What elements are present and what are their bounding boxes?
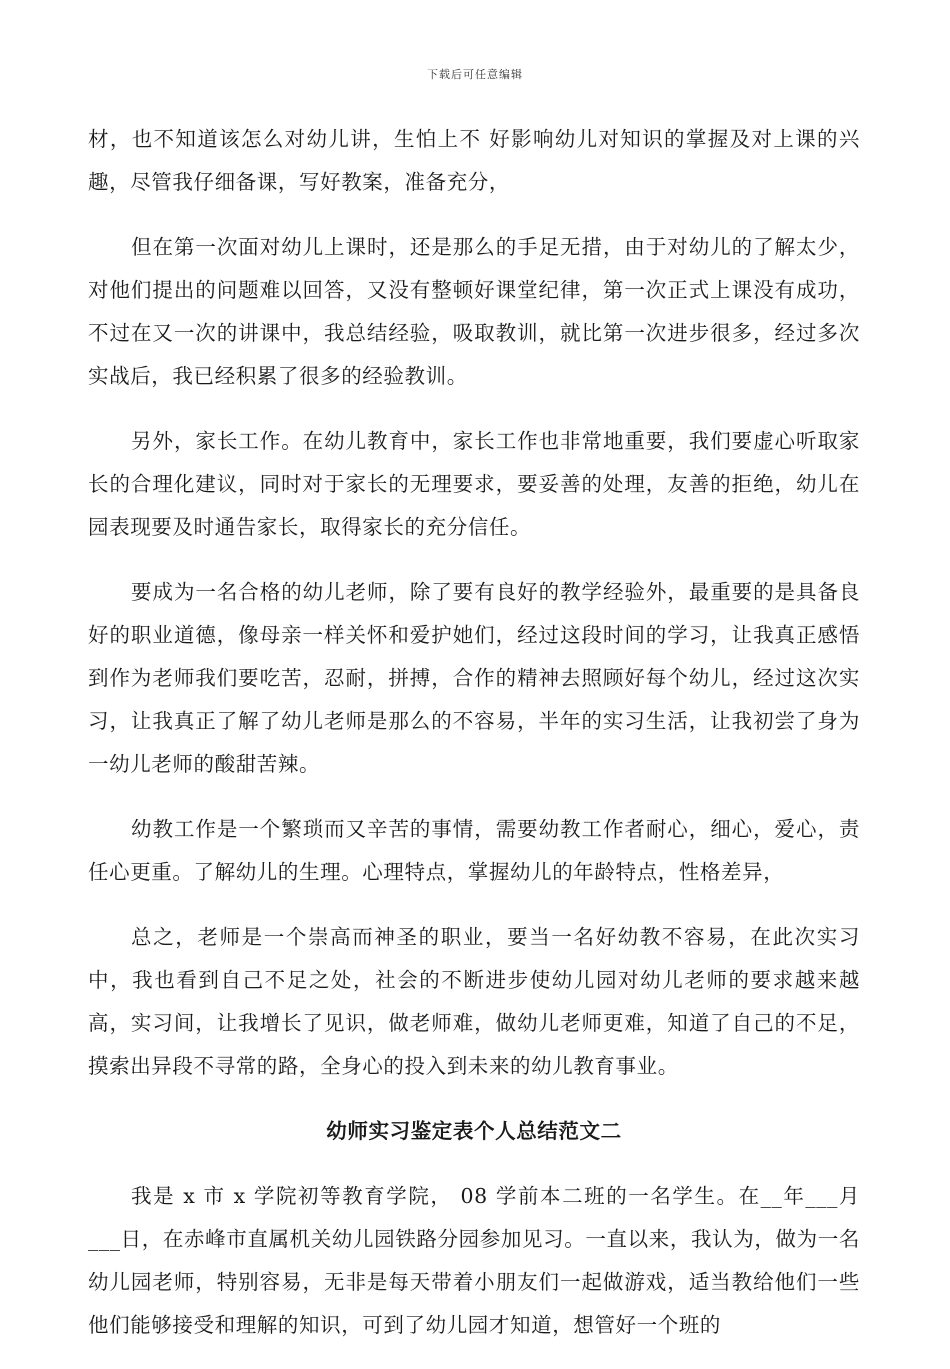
paragraph: 另外，家长工作。在幼儿教育中，家长工作也非常地重要，我们要虚心听取家长的合理化建议，同时对于家长的无理要求，要妥善的处理，友善的拒绝，幼儿在园表现要及时通告家长，取得家长的充分信任。 <box>88 429 860 539</box>
paragraph: 幼教工作是一个繁琐而又辛苦的事情，需要幼教工作者耐心，细心，爱心，责任心更重。了解幼儿的生理。心理特点，掌握幼儿的年龄特点，性格差异， <box>88 817 860 884</box>
document-body <box>88 118 860 1369</box>
paragraph: 要成为一名合格的幼儿老师，除了要有良好的教学经验外，最重要的是具备良好的职业道德，像母亲一样关怀和爱护她们，经过这段时间的学习，让我真正感悟到作为老师我们要吃苦，忍耐，拼搏，合作的精神去照顾好每个幼儿，经过这次实习，让我真正了解了幼儿老师是那么的不容易，半年的实习生活，让我初尝了身为一幼儿老师的酸甜苦辣。 <box>88 580 860 776</box>
header-note: 下载后可任意编辑 <box>427 68 523 81</box>
paragraph-continued: 材，也不知道该怎么对幼儿讲，生怕上不 好影响幼儿对知识的掌握及对上课的兴趣，尽管我仔细备课，写好教案，准备充分， <box>88 127 860 194</box>
paragraph: 但在第一次面对幼儿上课时，还是那么的手足无措，由于对幼儿的了解太少，对他们提出的问题难以回答，又没有整顿好课堂纪律，第一次正式上课没有成功，不过在又一次的讲课中，我总结经验，吸取教训，就比第一次进步很多，经过多次实战后，我已经积累了很多的经验教训。 <box>88 235 860 388</box>
section-title: 幼师实习鉴定表个人总结范文二 <box>326 1119 622 1143</box>
paragraph: 总之，老师是一个崇高而神圣的职业，要当一名好幼教不容易，在此次实习中，我也看到自己不足之处，社会的不断进步使幼儿园对幼儿老师的要求越来越高，实习间，让我增长了见识，做老师难，做幼儿老师更难，知道了自己的不足，摸索出异段不寻常的路，全身心的投入到未来的幼儿教育事业。 <box>88 925 860 1078</box>
paragraph: 我是 x 市 x 学院初等教育学院， 08 学前本二班的一名学生。在__年___月___日，在赤峰市直属机关幼儿园铁路分园参加见习。一直以来，我认为，做为一名幼儿园老师，特别容易，无非是每天带着小朋友们一起做游戏，适当教给他们一些他们能够接受和理解的知识，可到了幼儿园才知道，想管好一个班的 <box>88 1184 860 1337</box>
